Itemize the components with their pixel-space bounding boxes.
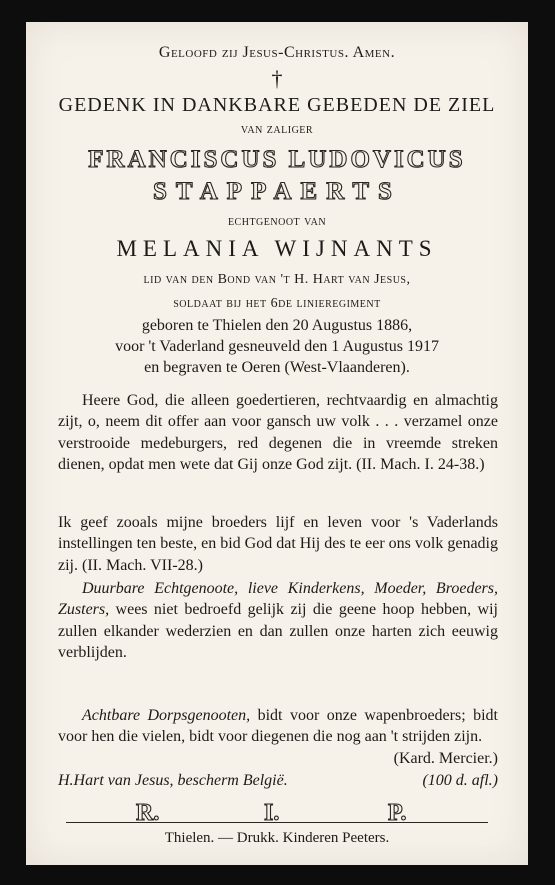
heading-gedenk: GEDENK IN DANKBARE GEBEDEN DE ZIEL — [58, 94, 496, 116]
closing-prayer-line — [58, 772, 498, 790]
motto: Geloofd zij Jesus-Christus. Amen. — [158, 44, 396, 61]
spouse-name: MELANIA WIJNANTS — [116, 236, 438, 261]
divider-rule — [66, 822, 488, 823]
cross-icon: † — [271, 66, 283, 91]
printer-imprint: Thielen. — Drukk. Kinderen Peeters. — [164, 830, 390, 846]
burial-line: en begraven te Oeren (West-Vlaanderen). — [144, 359, 410, 376]
deceased-surname: STAPPAERTS — [153, 178, 401, 205]
indulgence-note: (100 d. afl.) — [422, 772, 498, 789]
death-line: voor 't Vaderland gesneuveld den 1 Augustus 1917 — [115, 338, 439, 355]
villagers-paragraph — [58, 705, 498, 769]
family-paragraph — [58, 578, 498, 663]
prayer-paragraph-1: Heere God, die alleen goedertieren, rechtvaardig en almachtig zijt, o, neem dit offer aan voor gansch uw volk . . . verzamel onze verstrooide medeburgers, red degenen die in vreemde streken dienen, opdat men wete dat Gij onze God zijt. (II. Mach. I. 24-38.) — [58, 392, 498, 473]
van-zaliger: van zaliger — [240, 122, 314, 137]
rip-r: R. — [136, 800, 160, 826]
rip-i: I. — [264, 800, 280, 826]
rip-letters — [136, 800, 426, 830]
echtgenoot-van: echtgenoot van — [227, 214, 327, 229]
soldier-regiment: soldaat bij het 6de linieregiment — [173, 296, 381, 311]
rip-p: P. — [388, 800, 407, 826]
prayer-paragraph-2: Ik geef zooals mijne broeders lijf en leven voor 's Vaderlands instellingen ten beste, en bid God dat Hij des te eer ons volk genadig zij. (II. Mach. VII-28.) — [58, 514, 498, 574]
closing-prayer: H.Hart van Jesus, bescherm België. — [58, 772, 288, 789]
family-message: wees niet bedroefd gelijk zij die geene hoop hebben, wij zullen elkander wederzien en dan zullen onze harten zich eeuwig verblijden. — [58, 601, 498, 661]
memorial-card — [26, 22, 528, 865]
family-address: Duurbare Echtgenoote, lieve Kinderkens, Moeder, Broeders, Zusters, — [58, 580, 498, 619]
birth-line: geboren te Thielen den 20 Augustus 1886, — [141, 317, 413, 334]
villagers-address: Achtbare Dorpsgenooten, — [82, 707, 251, 724]
bond-membership: lid van den Bond van 't H. Hart van Jesus, — [143, 272, 411, 287]
villagers-message: bidt voor onze wapenbroeders; bidt voor hen die vielen, bidt voor diegenen die nog aan 't strijden zijn. — [58, 707, 498, 746]
mercier-signature: (Kard. Mercier.) — [393, 749, 498, 767]
deceased-first-names: FRANCISCUS LUDOVICUS — [88, 146, 466, 173]
